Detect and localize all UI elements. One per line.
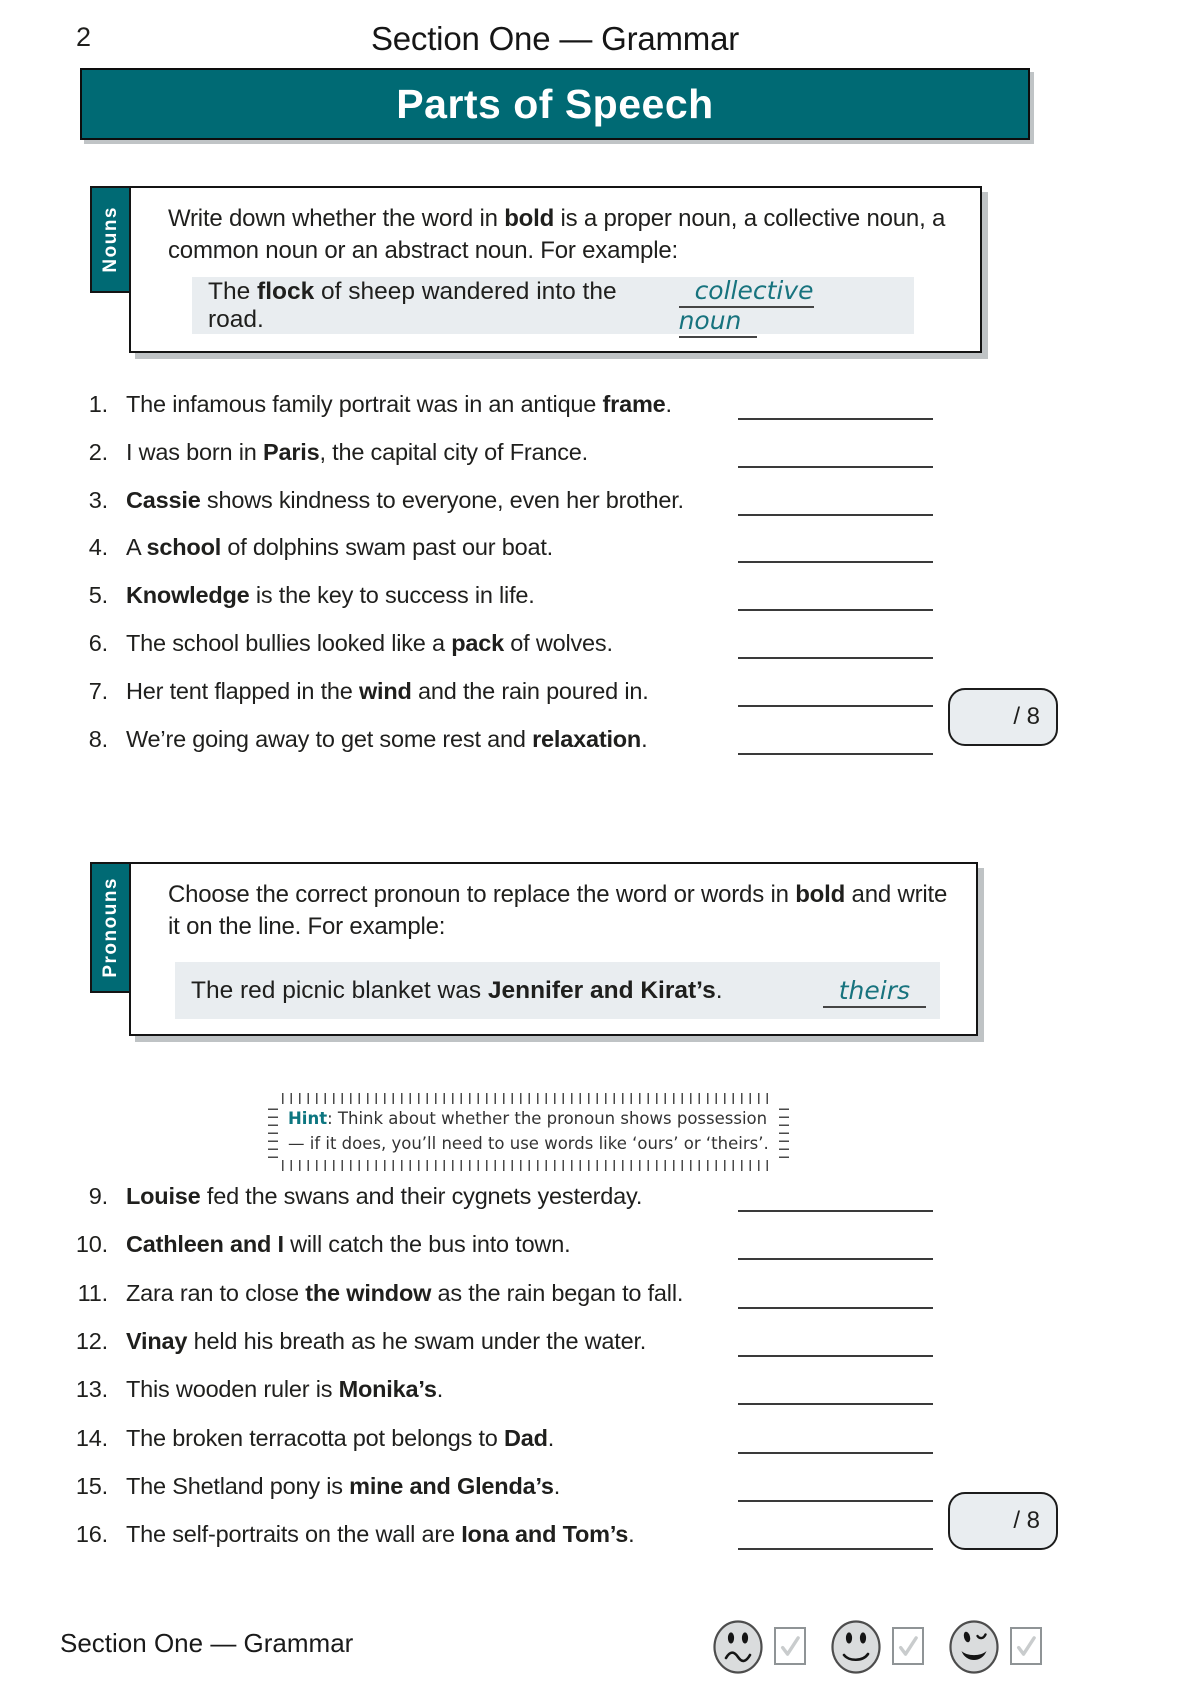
question-number: 8. (88, 725, 108, 752)
answer-line[interactable] (738, 466, 933, 468)
question-number: 5. (88, 582, 108, 609)
question-number: 2. (88, 438, 108, 465)
self-check-happy-checkbox[interactable] (1010, 1627, 1042, 1665)
self-check-okay-checkbox[interactable] (892, 1627, 924, 1665)
self-assessment-okay (830, 1618, 924, 1674)
question-text: This wooden ruler is Monika’s. (126, 1376, 444, 1403)
question-number: 14. (75, 1424, 108, 1451)
hint-box (272, 1096, 785, 1168)
question-row (0, 382, 1080, 426)
nouns-instruction: Write down whether the word in bold is a proper noun, a collective noun, a common noun or an abstract noun. For example: (168, 205, 946, 264)
pronouns-example-answer (823, 976, 926, 1006)
answer-line[interactable] (738, 561, 933, 563)
pronouns-tab (90, 862, 131, 993)
question-text: Her tent flapped in the wind and the rain poured in. (126, 677, 649, 704)
pronouns-exercise-box (99, 862, 978, 1036)
answer-line[interactable] (738, 1548, 933, 1550)
score-label: / 8 (1013, 1507, 1040, 1534)
question-row (0, 1464, 1080, 1508)
self-assessment-happy (948, 1618, 1042, 1674)
topic-banner (80, 68, 1030, 140)
question-row (0, 1319, 1080, 1363)
pronouns-question-list (0, 1174, 1080, 1564)
question-number: 15. (75, 1472, 108, 1499)
question-row (0, 1271, 1080, 1315)
pronouns-score-box[interactable] (948, 1492, 1058, 1550)
hint-border-ticks (779, 1106, 789, 1158)
pronouns-tab-label: Pronouns (99, 877, 121, 978)
question-text: The school bullies looked like a pack of wolves. (126, 630, 613, 656)
question-number: 12. (75, 1327, 108, 1354)
answer-line[interactable] (738, 1355, 933, 1357)
footer-section-title: Section One — Grammar (60, 1628, 354, 1658)
answer-line[interactable] (738, 418, 933, 420)
topic-banner-title: Parts of Speech (396, 80, 714, 127)
question-number: 10. (75, 1231, 108, 1258)
question-text: Cassie shows kindness to everyone, even her brother. (126, 486, 684, 513)
question-row (0, 621, 1080, 665)
nouns-example-answer (679, 276, 900, 336)
checkmark-icon (1013, 1630, 1039, 1662)
smiley-unsure-icon (712, 1618, 764, 1674)
handwritten-answer: collective noun (679, 276, 814, 338)
hint-border-ticks (282, 1160, 775, 1171)
question-number: 11. (77, 1279, 108, 1306)
question-text: We’re going away to get some rest and relaxation. (126, 725, 648, 752)
nouns-exercise-box (99, 186, 982, 353)
question-text: I was born in Paris, the capital city of France. (126, 438, 588, 465)
question-number: 16. (75, 1521, 108, 1548)
question-row (0, 525, 1080, 569)
question-row (0, 669, 1080, 713)
answer-line[interactable] (738, 753, 933, 755)
question-text: The self-portraits on the wall are Iona and Tom’s. (126, 1521, 635, 1548)
smiley-okay-icon (830, 1618, 882, 1674)
pronouns-example-sentence: The red picnic blanket was Jennifer and Kirat’s. (191, 976, 723, 1004)
question-row (0, 1367, 1080, 1411)
hint-text-line1 (288, 1106, 769, 1131)
question-row (0, 1512, 1080, 1556)
question-text: Vinay held his breath as he swam under the water. (126, 1327, 647, 1354)
section-heading: Section One — Grammar (370, 20, 740, 57)
handwritten-answer: theirs (823, 976, 926, 1008)
nouns-tab (90, 186, 131, 293)
question-text: The broken terracotta pot belongs to Dad. (126, 1424, 555, 1451)
answer-line[interactable] (738, 1403, 933, 1405)
question-row (0, 1174, 1080, 1218)
answer-line[interactable] (738, 1500, 933, 1502)
answer-line[interactable] (738, 514, 933, 516)
question-row (0, 573, 1080, 617)
question-row (0, 717, 1080, 761)
question-text: The Shetland pony is mine and Glenda’s. (126, 1472, 561, 1499)
question-row (0, 1222, 1080, 1266)
hint-border-ticks (282, 1093, 775, 1104)
question-text: Knowledge is the key to success in life. (126, 582, 535, 609)
page-number: 2 (76, 22, 92, 52)
question-number: 9. (88, 1183, 108, 1209)
hint-text-line2: — if it does, you’ll need to use words like ‘ours’ or ‘theirs’. (288, 1134, 769, 1153)
question-row (0, 1416, 1080, 1460)
question-row (0, 430, 1080, 474)
answer-line[interactable] (738, 1210, 933, 1212)
checkmark-icon (777, 1630, 803, 1662)
self-check-unsure-checkbox[interactable] (774, 1627, 806, 1665)
checkmark-icon (895, 1630, 921, 1662)
nouns-score-box[interactable] (948, 688, 1058, 746)
question-text: A school of dolphins swam past our boat. (126, 534, 553, 561)
answer-line[interactable] (738, 609, 933, 611)
question-number: 3. (88, 486, 108, 513)
nouns-example (192, 277, 914, 334)
nouns-tab-label: Nouns (99, 206, 121, 273)
answer-line[interactable] (738, 1307, 933, 1309)
question-number: 4. (88, 534, 108, 561)
hint-text: : Think about whether the pronoun shows possession (327, 1109, 768, 1128)
nouns-example-sentence: The flock of sheep wandered into the road. (208, 277, 617, 333)
score-label: / 8 (1013, 703, 1040, 730)
question-text: The infamous family portrait was in an antique frame. (126, 391, 672, 417)
answer-line[interactable] (738, 657, 933, 659)
answer-line[interactable] (738, 1258, 933, 1260)
answer-line[interactable] (738, 1452, 933, 1454)
answer-line[interactable] (738, 705, 933, 707)
self-assessment-unsure (712, 1618, 806, 1674)
question-text: Cathleen and I will catch the bus into town. (126, 1231, 571, 1258)
smiley-happy-icon (948, 1618, 1000, 1674)
question-number: 6. (88, 630, 108, 656)
question-text: Louise fed the swans and their cygnets yesterday. (126, 1183, 643, 1209)
question-text: Zara ran to close the window as the rain began to fall. (126, 1279, 684, 1306)
question-number: 7. (88, 677, 108, 704)
hint-label: Hint (288, 1109, 328, 1128)
question-row (0, 478, 1080, 522)
question-number: 1. (88, 391, 108, 417)
nouns-question-list (0, 382, 1080, 772)
hint-border-ticks (268, 1106, 278, 1158)
question-number: 13. (75, 1376, 108, 1403)
pronouns-instruction: Choose the correct pronoun to replace the word or words in bold and write it on the line. For example: (168, 881, 948, 940)
self-assessment (712, 1618, 1042, 1674)
pronouns-example (175, 962, 940, 1019)
